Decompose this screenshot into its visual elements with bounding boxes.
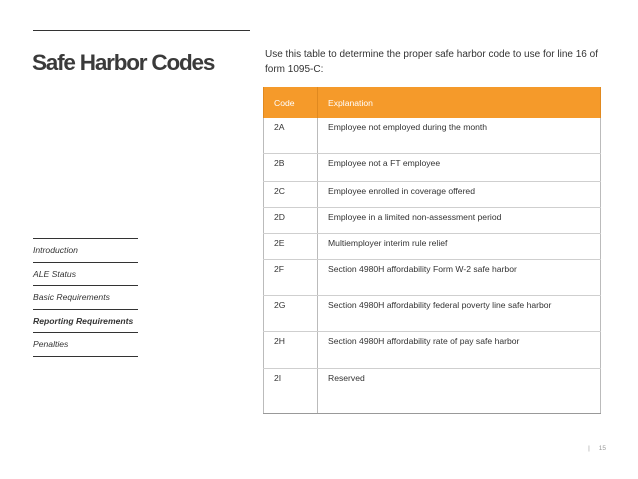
- safe-harbor-table: [263, 87, 601, 414]
- intro-text: Use this table to determine the proper safe harbor code to use for line 16 of form 1095-C:: [265, 49, 598, 75]
- explanation-cell: Reserved: [318, 368, 601, 413]
- nav-bottom-rule: [33, 356, 138, 357]
- explanation-column-header: Explanation: [318, 87, 601, 118]
- page-footer: [588, 445, 606, 452]
- nav-item-penalties[interactable]: Penalties: [33, 332, 138, 356]
- table-row: [264, 153, 601, 181]
- table-row: [264, 368, 601, 413]
- explanation-cell: Section 4980H affordability Form W-2 safe harbor: [318, 259, 601, 295]
- explanation-cell: Section 4980H affordability rate of pay safe harbor: [318, 331, 601, 368]
- code-cell: 2F: [264, 259, 318, 295]
- code-cell: 2D: [264, 207, 318, 233]
- nav-item-ale-status[interactable]: ALE Status: [33, 262, 138, 286]
- explanation-cell: Employee enrolled in coverage offered: [318, 181, 601, 207]
- code-cell: 2C: [264, 181, 318, 207]
- table-row: [264, 259, 601, 295]
- code-cell: 2G: [264, 295, 318, 331]
- table-row: [264, 207, 601, 233]
- nav-item-introduction[interactable]: Introduction: [33, 238, 138, 262]
- top-rule: [33, 30, 250, 31]
- footer-separator: |: [588, 445, 590, 452]
- explanation-cell: Section 4980H affordability federal poverty line safe harbor: [318, 295, 601, 331]
- table-row: [264, 295, 601, 331]
- code-cell: 2H: [264, 331, 318, 368]
- nav-item-basic-requirements[interactable]: Basic Requirements: [33, 285, 138, 309]
- table-row: [264, 118, 601, 153]
- code-cell: 2E: [264, 233, 318, 259]
- page-title: Safe Harbor Codes: [32, 50, 215, 75]
- explanation-cell: Employee not employed during the month: [318, 118, 601, 153]
- code-cell: 2I: [264, 368, 318, 413]
- explanation-cell: Employee in a limited non-assessment period: [318, 207, 601, 233]
- table-row: [264, 181, 601, 207]
- explanation-cell: Employee not a FT employee: [318, 153, 601, 181]
- explanation-cell: Multiemployer interim rule relief: [318, 233, 601, 259]
- table-header-row: [264, 87, 601, 118]
- table-row: [264, 233, 601, 259]
- section-nav: [33, 238, 138, 357]
- page-number: 15: [598, 445, 606, 452]
- code-cell: 2B: [264, 153, 318, 181]
- nav-item-reporting-requirements[interactable]: Reporting Requirements: [33, 309, 138, 333]
- table-row: [264, 331, 601, 368]
- code-cell: 2A: [264, 118, 318, 153]
- code-column-header: Code: [264, 87, 318, 118]
